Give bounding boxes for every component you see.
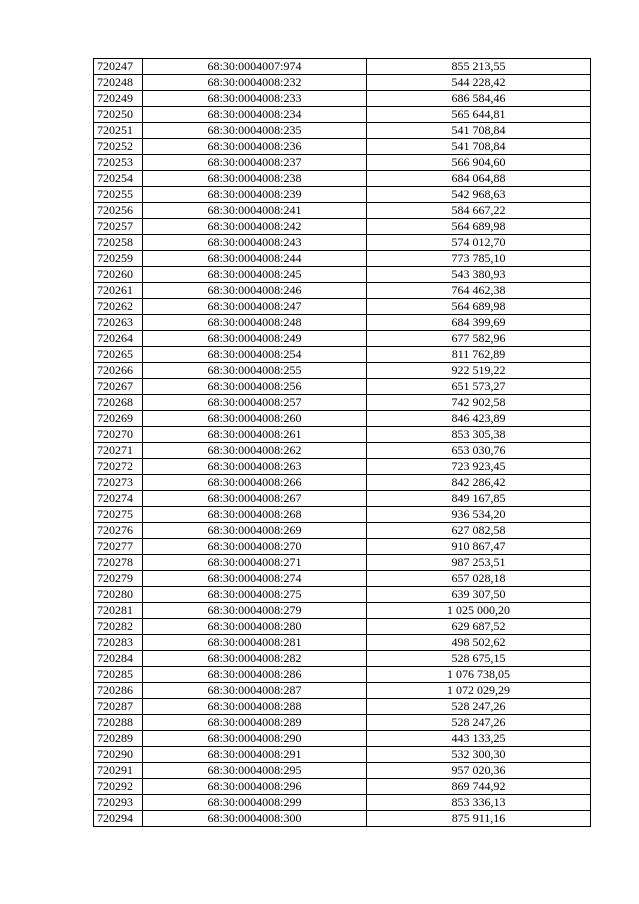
row-id-cell: 720248 [94,75,143,91]
cadastral-value-table [93,58,591,827]
cadastral-value-cell: 842 286,42 [367,475,591,491]
cadastral-number-cell: 68:30:0004008:244 [143,251,367,267]
cadastral-number-cell: 68:30:0004008:245 [143,267,367,283]
cadastral-value-cell: 653 030,76 [367,443,591,459]
cadastral-number-cell: 68:30:0004008:257 [143,395,367,411]
table-row [94,635,591,651]
table-row [94,139,591,155]
table-row [94,59,591,75]
row-id-cell: 720254 [94,171,143,187]
cadastral-number-cell: 68:30:0004008:269 [143,523,367,539]
table-row [94,235,591,251]
row-id-cell: 720286 [94,683,143,699]
table-row [94,811,591,827]
table-row [94,619,591,635]
row-id-cell: 720258 [94,235,143,251]
row-id-cell: 720281 [94,603,143,619]
cadastral-number-cell: 68:30:0004008:282 [143,651,367,667]
cadastral-number-cell: 68:30:0004008:235 [143,123,367,139]
cadastral-number-cell: 68:30:0004008:260 [143,411,367,427]
cadastral-value-cell: 543 380,93 [367,267,591,283]
row-id-cell: 720264 [94,331,143,347]
row-id-cell: 720261 [94,283,143,299]
cadastral-value-cell: 629 687,52 [367,619,591,635]
table-row [94,731,591,747]
row-id-cell: 720285 [94,667,143,683]
row-id-cell: 720277 [94,539,143,555]
row-id-cell: 720263 [94,315,143,331]
cadastral-value-cell: 1 072 029,29 [367,683,591,699]
row-id-cell: 720249 [94,91,143,107]
table-row [94,267,591,283]
cadastral-number-cell: 68:30:0004008:295 [143,763,367,779]
table-row [94,411,591,427]
cadastral-number-cell: 68:30:0004008:256 [143,379,367,395]
cadastral-value-cell: 987 253,51 [367,555,591,571]
table-row [94,779,591,795]
cadastral-number-cell: 68:30:0004008:237 [143,155,367,171]
row-id-cell: 720275 [94,507,143,523]
cadastral-value-cell: 855 213,55 [367,59,591,75]
row-id-cell: 720260 [94,267,143,283]
table-row [94,683,591,699]
row-id-cell: 720251 [94,123,143,139]
cadastral-number-cell: 68:30:0004008:254 [143,347,367,363]
table-row [94,667,591,683]
cadastral-value-cell: 443 133,25 [367,731,591,747]
row-id-cell: 720247 [94,59,143,75]
table-row [94,347,591,363]
cadastral-value-cell: 528 675,15 [367,651,591,667]
table-row [94,651,591,667]
cadastral-value-cell: 564 689,98 [367,219,591,235]
table-row [94,587,591,603]
cadastral-value-cell: 565 644,81 [367,107,591,123]
table-row [94,603,591,619]
row-id-cell: 720282 [94,619,143,635]
table-row [94,443,591,459]
cadastral-value-cell: 742 902,58 [367,395,591,411]
cadastral-value-cell: 564 689,98 [367,299,591,315]
cadastral-value-cell: 541 708,84 [367,139,591,155]
cadastral-number-cell: 68:30:0004008:255 [143,363,367,379]
cadastral-value-cell: 498 502,62 [367,635,591,651]
row-id-cell: 720283 [94,635,143,651]
cadastral-number-cell: 68:30:0004008:268 [143,507,367,523]
cadastral-value-cell: 853 336,13 [367,795,591,811]
table-row [94,155,591,171]
table-row [94,395,591,411]
cadastral-value-cell: 677 582,96 [367,331,591,347]
table-row [94,715,591,731]
table-body [94,59,591,827]
row-id-cell: 720252 [94,139,143,155]
table-row [94,507,591,523]
cadastral-value-cell: 1 025 000,20 [367,603,591,619]
row-id-cell: 720279 [94,571,143,587]
cadastral-value-cell: 532 300,30 [367,747,591,763]
table-row [94,331,591,347]
row-id-cell: 720266 [94,363,143,379]
cadastral-value-cell: 584 667,22 [367,203,591,219]
cadastral-value-cell: 657 028,18 [367,571,591,587]
cadastral-number-cell: 68:30:0004008:289 [143,715,367,731]
row-id-cell: 720291 [94,763,143,779]
cadastral-number-cell: 68:30:0004008:288 [143,699,367,715]
table-row [94,379,591,395]
cadastral-number-cell: 68:30:0004008:270 [143,539,367,555]
row-id-cell: 720259 [94,251,143,267]
table-row [94,315,591,331]
cadastral-value-cell: 723 923,45 [367,459,591,475]
cadastral-number-cell: 68:30:0004008:271 [143,555,367,571]
table-row [94,747,591,763]
cadastral-number-cell: 68:30:0004008:249 [143,331,367,347]
cadastral-number-cell: 68:30:0004008:233 [143,91,367,107]
cadastral-value-cell: 542 968,63 [367,187,591,203]
table-row [94,91,591,107]
cadastral-value-cell: 910 867,47 [367,539,591,555]
cadastral-value-cell: 922 519,22 [367,363,591,379]
row-id-cell: 720255 [94,187,143,203]
cadastral-value-cell: 574 012,70 [367,235,591,251]
cadastral-number-cell: 68:30:0004008:279 [143,603,367,619]
cadastral-value-cell: 684 399,69 [367,315,591,331]
table-row [94,219,591,235]
cadastral-value-cell: 764 462,38 [367,283,591,299]
row-id-cell: 720271 [94,443,143,459]
cadastral-value-cell: 686 584,46 [367,91,591,107]
row-id-cell: 720280 [94,587,143,603]
row-id-cell: 720262 [94,299,143,315]
table-row [94,75,591,91]
cadastral-number-cell: 68:30:0004008:263 [143,459,367,475]
cadastral-number-cell: 68:30:0004008:290 [143,731,367,747]
row-id-cell: 720289 [94,731,143,747]
cadastral-number-cell: 68:30:0004008:299 [143,795,367,811]
row-id-cell: 720257 [94,219,143,235]
cadastral-value-cell: 853 305,38 [367,427,591,443]
cadastral-value-cell: 773 785,10 [367,251,591,267]
row-id-cell: 720268 [94,395,143,411]
cadastral-number-cell: 68:30:0004008:267 [143,491,367,507]
cadastral-number-cell: 68:30:0004008:246 [143,283,367,299]
table-row [94,187,591,203]
cadastral-number-cell: 68:30:0004008:286 [143,667,367,683]
cadastral-number-cell: 68:30:0004008:262 [143,443,367,459]
cadastral-number-cell: 68:30:0004008:274 [143,571,367,587]
cadastral-value-cell: 957 020,36 [367,763,591,779]
cadastral-number-cell: 68:30:0004008:242 [143,219,367,235]
cadastral-value-cell: 528 247,26 [367,715,591,731]
cadastral-number-cell: 68:30:0004008:291 [143,747,367,763]
cadastral-number-cell: 68:30:0004008:287 [143,683,367,699]
cadastral-number-cell: 68:30:0004008:243 [143,235,367,251]
row-id-cell: 720293 [94,795,143,811]
table-row [94,123,591,139]
cadastral-value-cell: 875 911,16 [367,811,591,827]
cadastral-value-cell: 869 744,92 [367,779,591,795]
row-id-cell: 720278 [94,555,143,571]
table-row [94,699,591,715]
cadastral-value-cell: 846 423,89 [367,411,591,427]
cadastral-value-cell: 639 307,50 [367,587,591,603]
row-id-cell: 720288 [94,715,143,731]
table-row [94,427,591,443]
row-id-cell: 720274 [94,491,143,507]
row-id-cell: 720270 [94,427,143,443]
row-id-cell: 720256 [94,203,143,219]
cadastral-value-cell: 627 082,58 [367,523,591,539]
cadastral-number-cell: 68:30:0004008:281 [143,635,367,651]
row-id-cell: 720267 [94,379,143,395]
row-id-cell: 720284 [94,651,143,667]
cadastral-number-cell: 68:30:0004008:300 [143,811,367,827]
cadastral-value-cell: 541 708,84 [367,123,591,139]
row-id-cell: 720265 [94,347,143,363]
row-id-cell: 720287 [94,699,143,715]
table-row [94,475,591,491]
table-row [94,363,591,379]
cadastral-number-cell: 68:30:0004008:266 [143,475,367,491]
table-row [94,299,591,315]
cadastral-number-cell: 68:30:0004007:974 [143,59,367,75]
row-id-cell: 720290 [94,747,143,763]
table-row [94,251,591,267]
table-row [94,555,591,571]
row-id-cell: 720269 [94,411,143,427]
cadastral-value-cell: 566 904,60 [367,155,591,171]
cadastral-number-cell: 68:30:0004008:280 [143,619,367,635]
cadastral-number-cell: 68:30:0004008:296 [143,779,367,795]
cadastral-value-cell: 849 167,85 [367,491,591,507]
cadastral-value-cell: 811 762,89 [367,347,591,363]
table-row [94,459,591,475]
cadastral-number-cell: 68:30:0004008:275 [143,587,367,603]
table-row [94,203,591,219]
table-row [94,539,591,555]
cadastral-value-cell: 544 228,42 [367,75,591,91]
cadastral-number-cell: 68:30:0004008:248 [143,315,367,331]
cadastral-number-cell: 68:30:0004008:239 [143,187,367,203]
table-row [94,283,591,299]
row-id-cell: 720294 [94,811,143,827]
cadastral-value-cell: 651 573,27 [367,379,591,395]
row-id-cell: 720276 [94,523,143,539]
row-id-cell: 720272 [94,459,143,475]
cadastral-value-cell: 528 247,26 [367,699,591,715]
cadastral-number-cell: 68:30:0004008:238 [143,171,367,187]
table-row [94,107,591,123]
table-row [94,491,591,507]
table-row [94,171,591,187]
table-row [94,763,591,779]
cadastral-value-cell: 936 534,20 [367,507,591,523]
row-id-cell: 720273 [94,475,143,491]
row-id-cell: 720292 [94,779,143,795]
cadastral-number-cell: 68:30:0004008:261 [143,427,367,443]
cadastral-value-cell: 1 076 738,05 [367,667,591,683]
cadastral-number-cell: 68:30:0004008:247 [143,299,367,315]
cadastral-number-cell: 68:30:0004008:241 [143,203,367,219]
cadastral-number-cell: 68:30:0004008:236 [143,139,367,155]
cadastral-number-cell: 68:30:0004008:232 [143,75,367,91]
row-id-cell: 720250 [94,107,143,123]
cadastral-number-cell: 68:30:0004008:234 [143,107,367,123]
table-row [94,523,591,539]
cadastral-value-cell: 684 064,88 [367,171,591,187]
table-row [94,795,591,811]
table-row [94,571,591,587]
row-id-cell: 720253 [94,155,143,171]
